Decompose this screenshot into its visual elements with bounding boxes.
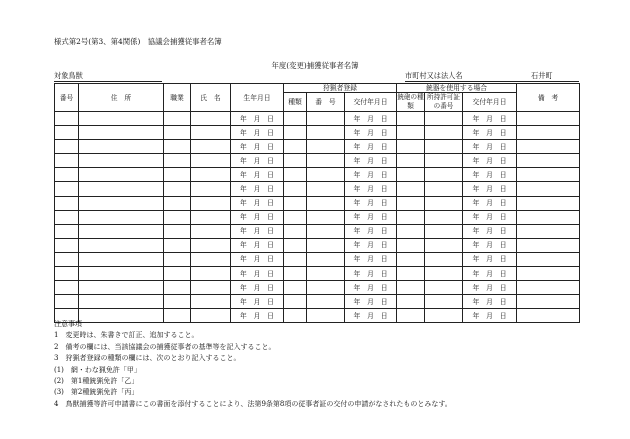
table-cell bbox=[284, 126, 307, 140]
notes-section bbox=[54, 319, 452, 410]
table-cell bbox=[425, 154, 463, 168]
table-cell bbox=[425, 267, 463, 281]
table-cell bbox=[517, 238, 580, 252]
date-cell: 年 月 日 bbox=[463, 238, 517, 252]
table-cell bbox=[164, 252, 191, 266]
date-cell: 年 月 日 bbox=[463, 267, 517, 281]
date-cell: 年 月 日 bbox=[463, 112, 517, 126]
date-cell: 年 月 日 bbox=[231, 267, 284, 281]
date-cell: 年 月 日 bbox=[463, 210, 517, 224]
table-cell bbox=[425, 126, 463, 140]
table-cell bbox=[164, 140, 191, 154]
table-cell bbox=[55, 267, 79, 281]
date-cell: 年 月 日 bbox=[463, 281, 517, 295]
table-cell bbox=[191, 182, 231, 196]
table-cell bbox=[191, 112, 231, 126]
date-cell: 年 月 日 bbox=[231, 196, 284, 210]
table-cell bbox=[55, 281, 79, 295]
target-species-underline bbox=[54, 81, 162, 82]
table-cell bbox=[517, 182, 580, 196]
note-item: 3 狩猟者登録の種類の欄には、次のとおり記入すること。 bbox=[54, 354, 241, 363]
table-row bbox=[55, 295, 580, 309]
table-cell bbox=[284, 252, 307, 266]
table-cell bbox=[425, 252, 463, 266]
table-cell bbox=[55, 224, 79, 238]
date-cell: 年 月 日 bbox=[463, 224, 517, 238]
table-cell bbox=[517, 154, 580, 168]
table-cell bbox=[284, 154, 307, 168]
table-cell bbox=[164, 196, 191, 210]
table-cell bbox=[425, 196, 463, 210]
table-cell bbox=[307, 182, 345, 196]
table-cell bbox=[164, 224, 191, 238]
table-cell bbox=[79, 154, 164, 168]
date-cell: 年 月 日 bbox=[463, 252, 517, 266]
notes-heading: 注意事項 bbox=[54, 320, 82, 328]
table-row bbox=[55, 196, 580, 210]
table-cell bbox=[55, 168, 79, 182]
table-cell bbox=[425, 295, 463, 309]
date-cell: 年 月 日 bbox=[231, 238, 284, 252]
table-cell bbox=[79, 295, 164, 309]
table-cell bbox=[191, 196, 231, 210]
col-number: 番号 bbox=[55, 84, 79, 112]
date-cell: 年 月 日 bbox=[463, 154, 517, 168]
table-cell bbox=[79, 126, 164, 140]
table-cell bbox=[79, 267, 164, 281]
note-item: 1 変更時は、朱書きで訂正、追加すること。 bbox=[54, 331, 199, 340]
date-cell: 年 月 日 bbox=[345, 112, 397, 126]
date-cell: 年 月 日 bbox=[345, 154, 397, 168]
table-row bbox=[55, 112, 580, 126]
table-cell bbox=[79, 196, 164, 210]
date-cell: 年 月 日 bbox=[463, 126, 517, 140]
table-cell bbox=[307, 126, 345, 140]
table-cell bbox=[517, 267, 580, 281]
table-cell bbox=[79, 252, 164, 266]
table-cell bbox=[397, 267, 425, 281]
table-cell bbox=[425, 112, 463, 126]
table-cell bbox=[79, 112, 164, 126]
table-cell bbox=[191, 154, 231, 168]
table-cell bbox=[284, 196, 307, 210]
date-cell: 年 月 日 bbox=[345, 168, 397, 182]
date-cell: 年 月 日 bbox=[231, 210, 284, 224]
table-cell bbox=[79, 210, 164, 224]
col-remarks: 備 考 bbox=[517, 84, 580, 112]
date-cell: 年 月 日 bbox=[345, 126, 397, 140]
table-cell bbox=[307, 295, 345, 309]
table-cell bbox=[284, 224, 307, 238]
date-cell: 年 月 日 bbox=[231, 182, 284, 196]
table-cell bbox=[307, 238, 345, 252]
date-cell: 年 月 日 bbox=[345, 182, 397, 196]
col-permit-issue-date: 交付年月日 bbox=[463, 93, 517, 112]
table-cell bbox=[397, 126, 425, 140]
table-cell bbox=[164, 126, 191, 140]
table-cell bbox=[79, 238, 164, 252]
table-row bbox=[55, 154, 580, 168]
table-cell bbox=[307, 281, 345, 295]
date-cell: 年 月 日 bbox=[231, 126, 284, 140]
organization-label: 市町村又は法人名 bbox=[405, 71, 463, 80]
table-cell bbox=[397, 182, 425, 196]
date-cell: 年 月 日 bbox=[345, 210, 397, 224]
table-cell bbox=[425, 224, 463, 238]
table-cell bbox=[191, 224, 231, 238]
date-cell: 年 月 日 bbox=[345, 140, 397, 154]
table-cell bbox=[164, 295, 191, 309]
table-cell bbox=[191, 295, 231, 309]
table-cell bbox=[425, 168, 463, 182]
table-cell bbox=[397, 154, 425, 168]
table-cell bbox=[284, 238, 307, 252]
table-cell bbox=[517, 112, 580, 126]
table-cell bbox=[191, 168, 231, 182]
table-cell bbox=[55, 196, 79, 210]
table-row bbox=[55, 168, 580, 182]
table-row bbox=[55, 140, 580, 154]
table-cell bbox=[397, 224, 425, 238]
table-cell bbox=[517, 140, 580, 154]
date-cell: 年 月 日 bbox=[231, 112, 284, 126]
table-row bbox=[55, 267, 580, 281]
group-hunter-registration: 狩猟者登録 bbox=[284, 84, 397, 93]
date-cell: 年 月 日 bbox=[231, 140, 284, 154]
date-cell: 年 月 日 bbox=[231, 252, 284, 266]
registry-table bbox=[54, 83, 580, 323]
date-cell: 年 月 日 bbox=[345, 295, 397, 309]
note-item: 4 鳥獣捕獲等許可申請書にこの書面を添付することにより、法第9条第8項の従事者証の交付の申請がなされたものとみなす。 bbox=[54, 399, 452, 408]
table-cell bbox=[55, 182, 79, 196]
table-cell bbox=[164, 154, 191, 168]
table-cell bbox=[164, 210, 191, 224]
date-cell: 年 月 日 bbox=[463, 295, 517, 309]
table-cell bbox=[191, 281, 231, 295]
table-cell bbox=[284, 267, 307, 281]
table-cell bbox=[397, 238, 425, 252]
table-cell bbox=[307, 196, 345, 210]
note-item: (2) 第1種銃猟免許「乙」 bbox=[54, 377, 139, 386]
date-cell: 年 月 日 bbox=[345, 281, 397, 295]
note-item: (3) 第2種銃猟免許「丙」 bbox=[54, 388, 139, 397]
date-cell: 年 月 日 bbox=[231, 168, 284, 182]
date-cell: 年 月 日 bbox=[463, 182, 517, 196]
col-address: 住 所 bbox=[79, 84, 164, 112]
table-cell bbox=[284, 112, 307, 126]
table-cell bbox=[307, 210, 345, 224]
table-row bbox=[55, 210, 580, 224]
table-cell bbox=[284, 281, 307, 295]
col-permit-number: 所持許可証の番号 bbox=[425, 93, 463, 112]
table-cell bbox=[517, 210, 580, 224]
table-cell bbox=[55, 126, 79, 140]
table-cell bbox=[425, 140, 463, 154]
target-species-label: 対象鳥獣 bbox=[54, 71, 83, 80]
table-cell bbox=[425, 210, 463, 224]
table-cell bbox=[307, 168, 345, 182]
table-cell bbox=[164, 281, 191, 295]
form-number: 様式第2号(第3、第4関係) 協議会捕獲従事者名簿 bbox=[54, 37, 222, 46]
col-birth-date: 生年月日 bbox=[231, 84, 284, 112]
table-cell bbox=[55, 140, 79, 154]
note-item: (1) 網・わな猟免許「甲」 bbox=[54, 365, 141, 374]
table-header bbox=[55, 84, 580, 112]
col-reg-number: 番 号 bbox=[307, 93, 345, 112]
table-row bbox=[55, 126, 580, 140]
table-cell bbox=[517, 295, 580, 309]
table-cell bbox=[79, 182, 164, 196]
table-cell bbox=[307, 224, 345, 238]
table-cell bbox=[55, 238, 79, 252]
table-cell bbox=[307, 267, 345, 281]
date-cell: 年 月 日 bbox=[463, 309, 517, 323]
table-cell bbox=[55, 210, 79, 224]
table-cell bbox=[79, 281, 164, 295]
table-cell bbox=[79, 168, 164, 182]
table-row bbox=[55, 224, 580, 238]
table-row bbox=[55, 238, 580, 252]
date-cell: 年 月 日 bbox=[463, 140, 517, 154]
table-cell bbox=[425, 182, 463, 196]
date-cell: 年 月 日 bbox=[463, 196, 517, 210]
note-item: 2 備考の欄には、当該協議会の捕獲従事者の基準等を記入すること。 bbox=[54, 342, 276, 351]
table-row bbox=[55, 182, 580, 196]
table-cell bbox=[55, 112, 79, 126]
col-issue-date: 交付年月日 bbox=[345, 93, 397, 112]
table-cell bbox=[284, 295, 307, 309]
date-cell: 年 月 日 bbox=[231, 281, 284, 295]
table-cell bbox=[397, 281, 425, 295]
table-cell bbox=[191, 267, 231, 281]
date-cell: 年 月 日 bbox=[463, 168, 517, 182]
organization-underline bbox=[405, 81, 579, 82]
date-cell: 年 月 日 bbox=[231, 224, 284, 238]
table-cell bbox=[79, 224, 164, 238]
table-cell bbox=[55, 252, 79, 266]
group-gun-use: 銃器を使用する場合 bbox=[397, 84, 517, 93]
table-cell bbox=[284, 168, 307, 182]
table-cell bbox=[307, 154, 345, 168]
col-name: 氏 名 bbox=[191, 84, 231, 112]
table-cell bbox=[517, 168, 580, 182]
table-cell bbox=[307, 252, 345, 266]
table-cell bbox=[517, 309, 580, 323]
table-cell bbox=[191, 126, 231, 140]
table-cell bbox=[55, 154, 79, 168]
date-cell: 年 月 日 bbox=[345, 196, 397, 210]
table-body bbox=[55, 112, 580, 323]
date-cell: 年 月 日 bbox=[231, 154, 284, 168]
date-cell: 年 月 日 bbox=[345, 224, 397, 238]
date-cell: 年 月 日 bbox=[231, 295, 284, 309]
table-cell bbox=[55, 295, 79, 309]
table-cell bbox=[517, 252, 580, 266]
table-cell bbox=[284, 210, 307, 224]
table-cell bbox=[517, 126, 580, 140]
table-cell bbox=[397, 196, 425, 210]
document-title: 年度(変更)捕獲従事者名簿 bbox=[271, 61, 359, 70]
table-cell bbox=[425, 238, 463, 252]
date-cell: 年 月 日 bbox=[345, 267, 397, 281]
table-cell bbox=[164, 182, 191, 196]
organization-value: 石井町 bbox=[531, 71, 553, 80]
table-cell bbox=[307, 140, 345, 154]
table-cell bbox=[397, 140, 425, 154]
table-cell bbox=[284, 182, 307, 196]
table-cell bbox=[517, 196, 580, 210]
table-cell bbox=[397, 210, 425, 224]
table-cell bbox=[307, 112, 345, 126]
table-cell bbox=[397, 112, 425, 126]
table-cell bbox=[517, 281, 580, 295]
date-cell: 年 月 日 bbox=[345, 309, 397, 323]
col-occupation: 職業 bbox=[164, 84, 191, 112]
table-cell bbox=[425, 281, 463, 295]
table-cell bbox=[164, 168, 191, 182]
table-cell bbox=[191, 238, 231, 252]
table-cell bbox=[397, 168, 425, 182]
date-cell: 年 月 日 bbox=[345, 252, 397, 266]
table-cell bbox=[79, 140, 164, 154]
date-cell: 年 月 日 bbox=[345, 238, 397, 252]
table-cell bbox=[397, 295, 425, 309]
table-cell bbox=[191, 210, 231, 224]
date-cell: 年 月 日 bbox=[231, 309, 284, 323]
table-cell bbox=[191, 140, 231, 154]
table-row bbox=[55, 252, 580, 266]
table-cell bbox=[284, 140, 307, 154]
col-type: 種類 bbox=[284, 93, 307, 112]
table-cell bbox=[164, 238, 191, 252]
table-cell bbox=[191, 252, 231, 266]
col-gun-type: 銃砲の種 類 bbox=[397, 93, 424, 110]
table-cell bbox=[397, 252, 425, 266]
table-cell bbox=[164, 267, 191, 281]
table-cell bbox=[164, 112, 191, 126]
table-row bbox=[55, 281, 580, 295]
table-cell bbox=[517, 224, 580, 238]
